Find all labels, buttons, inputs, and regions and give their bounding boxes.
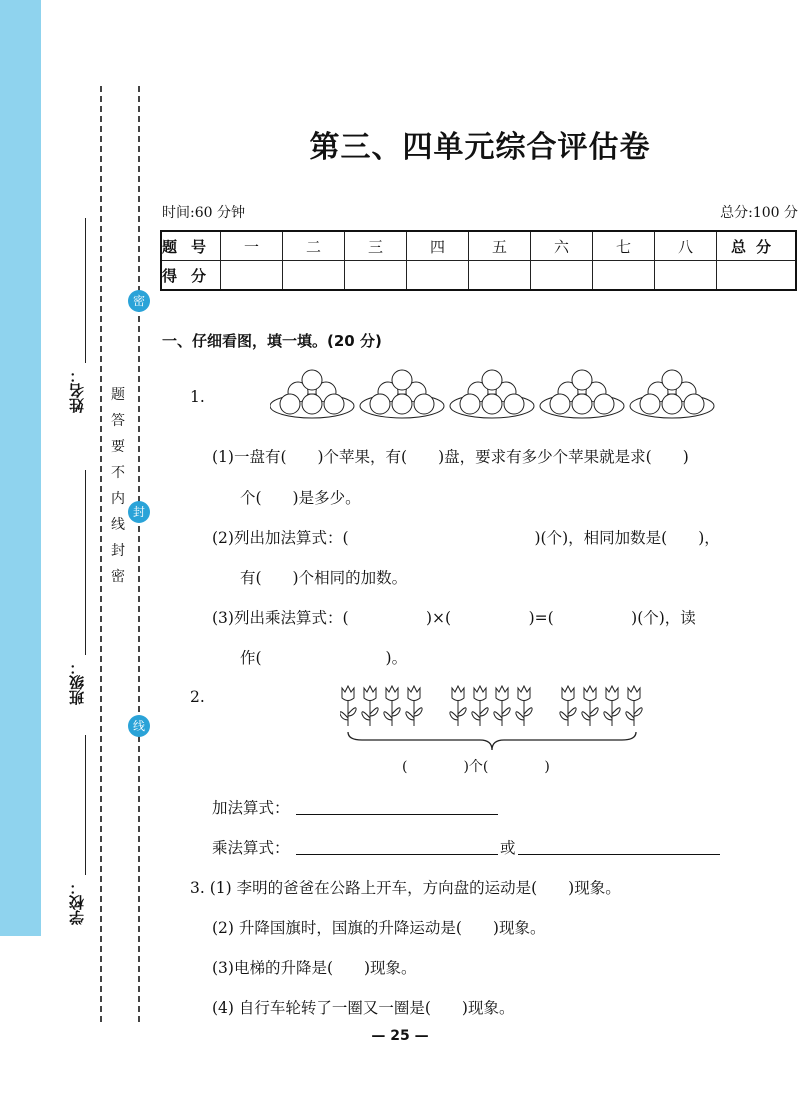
- notice-char: 线: [111, 517, 125, 533]
- score-cell[interactable]: [221, 261, 283, 291]
- apple: [572, 370, 592, 390]
- q1-part1-line2: 个( )是多少。: [240, 489, 361, 507]
- section-heading: 一、仔细看图，填一填。(20 分): [162, 332, 382, 350]
- flower: [450, 686, 466, 726]
- addition-answer-line[interactable]: [296, 798, 498, 815]
- seal-xian: 线: [128, 715, 150, 737]
- q1-part2-line2: 有( )个相同的加数。: [240, 569, 408, 587]
- notice-char: 密: [111, 569, 125, 585]
- name-label: 姓名：: [68, 368, 86, 413]
- row-label: 得分: [161, 261, 221, 291]
- notice-char: 封: [111, 543, 125, 559]
- row-label: 题号: [161, 231, 221, 261]
- column-header: 二: [283, 231, 345, 261]
- flower: [582, 686, 598, 726]
- score-cell[interactable]: [407, 261, 469, 291]
- apple: [640, 394, 660, 414]
- score-cell[interactable]: [655, 261, 717, 291]
- q1-part1-line1: (1)一盘有( )个苹果，有( )盘，要求有多少个苹果就是求( ): [212, 448, 689, 466]
- notice-char: 题: [111, 387, 125, 403]
- flower: [494, 686, 510, 726]
- q1-part3-line2: 作( )。: [240, 649, 408, 667]
- flower: [340, 686, 356, 726]
- flower: [516, 686, 532, 726]
- flower: [362, 686, 378, 726]
- score-cell[interactable]: [593, 261, 655, 291]
- cut-line-outer: [138, 86, 140, 1022]
- apple: [572, 394, 592, 414]
- flower: [406, 686, 422, 726]
- score-cell[interactable]: [283, 261, 345, 291]
- apple: [460, 394, 480, 414]
- cut-line-inner: [100, 86, 102, 1022]
- column-header: 三: [345, 231, 407, 261]
- multiplication-answer-line-1[interactable]: [296, 838, 498, 855]
- apple: [504, 394, 524, 414]
- column-header: 一: [221, 231, 283, 261]
- addition-label: 加法算式：: [212, 799, 290, 817]
- apple: [684, 394, 704, 414]
- apple: [594, 394, 614, 414]
- multiplication-label: 乘法算式：: [212, 839, 290, 857]
- score-cell[interactable]: [469, 261, 531, 291]
- score-cell[interactable]: [717, 261, 797, 291]
- apple: [280, 394, 300, 414]
- column-header: 五: [469, 231, 531, 261]
- multiplication-answer-line-2[interactable]: [518, 838, 720, 855]
- time-info: 时间:60 分钟: [162, 205, 245, 221]
- apple: [302, 394, 322, 414]
- apple: [482, 370, 502, 390]
- class-blank[interactable]: [85, 470, 86, 655]
- apple-plates-figure: [270, 366, 720, 422]
- q3-part3: (3)电梯的升降是( )现象。: [212, 959, 417, 977]
- apple: [662, 394, 682, 414]
- apple: [302, 370, 322, 390]
- question-number: 2.: [190, 688, 205, 706]
- seal-mi: 密: [128, 290, 150, 312]
- question-number: 1.: [190, 388, 205, 406]
- page-title: 第三、四单元综合评估卷: [309, 130, 651, 165]
- column-header: 六: [531, 231, 593, 261]
- score-table: [160, 230, 797, 291]
- notice-char: 不: [111, 465, 125, 481]
- seal-feng: 封: [128, 501, 150, 523]
- flower: [626, 686, 642, 726]
- apple: [414, 394, 434, 414]
- score-cell[interactable]: [531, 261, 593, 291]
- notice-char: 内: [111, 491, 125, 507]
- q1-part2-line1: (2)列出加法算式：( )(个)，相同加数是( )，: [212, 529, 720, 547]
- table-row: [161, 231, 796, 261]
- column-header: 总分: [717, 231, 797, 261]
- flower: [472, 686, 488, 726]
- q3-part1: 3. (1) 李明的爸爸在公路上开车，方向盘的运动是( )现象。: [190, 879, 621, 897]
- notice-char: 要: [111, 439, 125, 455]
- score-cell[interactable]: [345, 261, 407, 291]
- q3-part2: (2) 升降国旗时，国旗的升降运动是( )现象。: [212, 919, 546, 937]
- apple: [662, 370, 682, 390]
- apple: [392, 370, 412, 390]
- flower: [560, 686, 576, 726]
- name-blank[interactable]: [85, 218, 86, 363]
- total-info: 总分:100 分: [720, 205, 798, 221]
- column-header: 四: [407, 231, 469, 261]
- page-number: — 25 —: [371, 1028, 429, 1044]
- q1-part3-line1: (3)列出乘法算式：( )×( )=( )(个)，读: [212, 609, 696, 627]
- table-row: [161, 261, 796, 291]
- notice-char: 答: [111, 413, 125, 429]
- apple: [482, 394, 502, 414]
- school-blank[interactable]: [85, 735, 86, 875]
- apple: [324, 394, 344, 414]
- q3-part4: (4) 自行车轮转了一圈又一圈是( )现象。: [212, 999, 515, 1017]
- apple: [392, 394, 412, 414]
- or-label: 或: [500, 839, 516, 857]
- binding-strip: [0, 0, 41, 936]
- binding-notice: [108, 385, 128, 593]
- apple: [370, 394, 390, 414]
- flower: [384, 686, 400, 726]
- class-label: 班级：: [68, 660, 86, 705]
- column-header: 八: [655, 231, 717, 261]
- flower: [604, 686, 620, 726]
- column-header: 七: [593, 231, 655, 261]
- apple: [550, 394, 570, 414]
- school-label: 学校：: [68, 880, 86, 925]
- brace-label: ( )个( ): [402, 759, 550, 775]
